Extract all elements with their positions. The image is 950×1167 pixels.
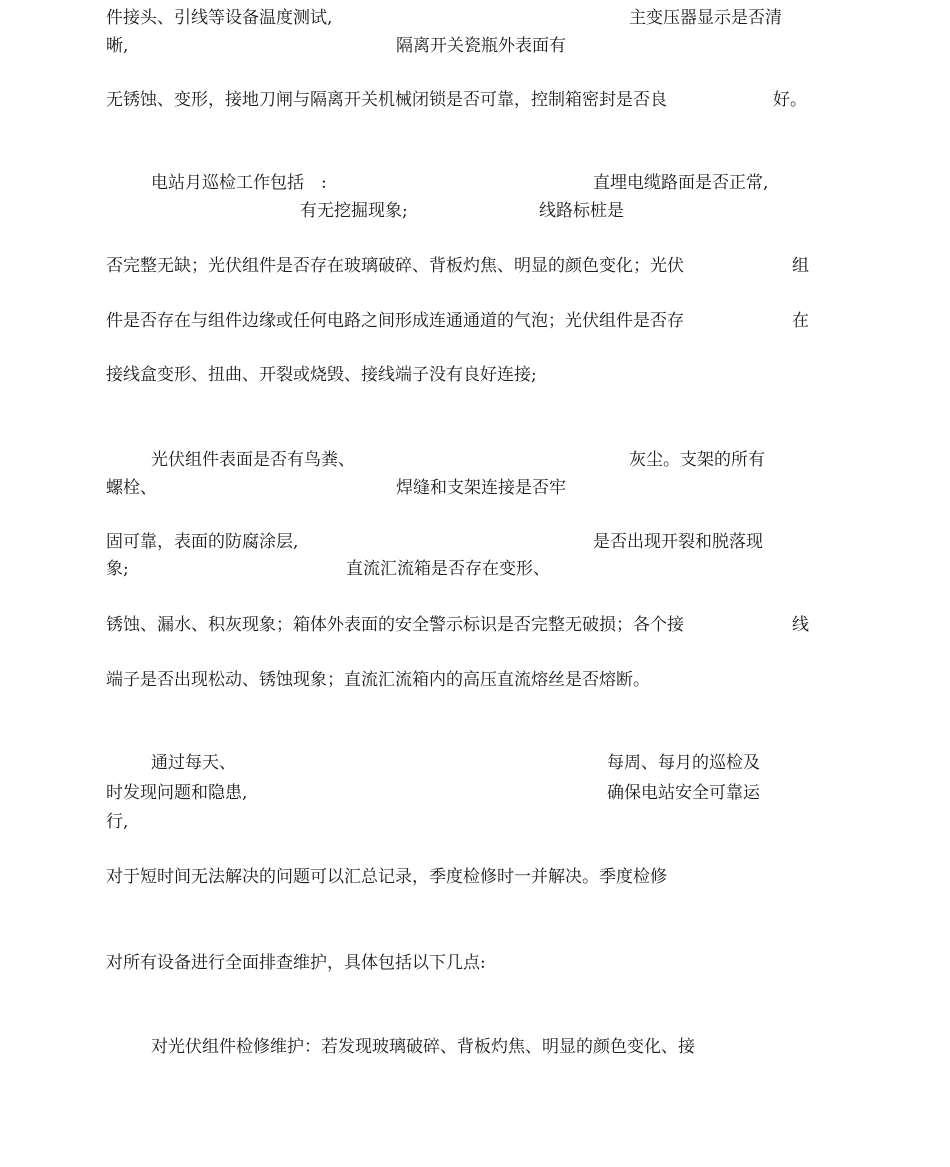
text-line: 固可靠，表面的防腐涂层, [106,532,299,552]
text-line: 件接头、引线等设备温度测试, [106,8,333,28]
text-line: 有无挖掘现象; [300,201,408,221]
text-line: 在 [792,311,809,331]
text-line: 光伏组件表面是否有鸟粪、 [151,450,355,470]
text-line: 好。 [773,90,807,110]
text-line: 对光伏组件检修维护：若发现玻璃破碎、背板灼焦、明显的颜色变化、接 [151,1037,695,1057]
text-line: 灰尘。支架的所有 [629,450,765,470]
text-line: 对于短时间无法解决的问题可以汇总记录，季度检修时一并解决。季度检修 [106,867,667,887]
text-line: 主变压器显示是否清 [629,8,782,28]
text-line: 是否出现开裂和脱落现 [593,532,763,552]
text-line: 无锈蚀、变形，接地刀闸与隔离开关机械闭锁是否可靠，控制箱密封是否良 [106,90,667,110]
text-line: 件是否存在与组件边缘或任何电路之间形成连通通道的气泡；光伏组件是否存 [106,311,684,331]
text-line: 组 [792,256,809,276]
text-line: 直流汇流箱是否存在变形、 [346,559,550,579]
text-line: 接线盒变形、扭曲、开裂或烧毁、接线端子没有良好连接; [106,365,537,385]
text-line: 对所有设备进行全面排查维护，具体包括以下几点: [106,953,486,973]
text-line: 否完整无缺；光伏组件是否存在玻璃破碎、背板灼焦、明显的颜色变化；光伏 [106,256,684,276]
text-line: 端子是否出现松动、锈蚀现象；直流汇流箱内的高压直流熔丝是否熔断。 [106,670,650,690]
text-line: 晰, [106,36,129,56]
text-line: 螺栓、 [106,478,157,498]
text-line: 线路标桩是 [539,201,624,221]
text-line: 焊缝和支架连接是否牢 [396,478,566,498]
text-line: 直埋电缆路面是否正常, [593,173,769,193]
text-line: 每周、每月的巡检及 [607,753,760,773]
text-line: 线 [792,615,809,635]
text-line: 时发现问题和隐患, [106,783,248,803]
text-line: 通过每天、 [151,753,236,773]
text-line: 行, [106,812,129,832]
text-line: 隔离开关瓷瓶外表面有 [396,36,566,56]
text-line: 象; [106,559,129,579]
text-line: 电站月巡检工作包括 : [151,173,327,193]
text-line: 锈蚀、漏水、积灰现象；箱体外表面的安全警示标识是否完整无破损；各个接 [106,615,684,635]
text-line: 确保电站安全可靠运 [607,783,760,803]
